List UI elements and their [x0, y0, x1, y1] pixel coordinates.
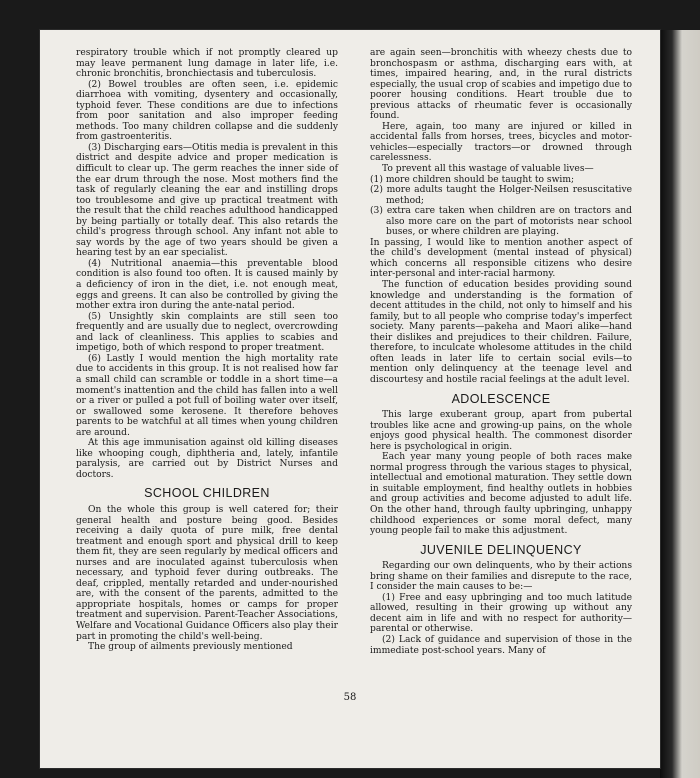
- paragraph: (2) Lack of guidance and supervision of those in the immediate post-school years. Many of: [370, 634, 632, 656]
- list-item: (1) more children should be taught to swim;: [370, 174, 575, 185]
- paragraph: Here, again, too many are injured or killed in accidental falls from horses, trees, bicycles and motor-vehicles—especially tractors—or drowned through carelessness.: [370, 121, 632, 164]
- paragraph: Regarding our own delinquents, who by their actions bring shame on their families and disrepute to the race, I consider the main causes to be:—: [370, 561, 632, 593]
- section-heading-adolescence: ADOLESCENCE: [451, 391, 551, 406]
- paragraph: (5) Unsightly skin complaints are still seen too frequently and are usually due to neglect, overcrowding and lack of cleanliness. This applies to scabies and impetigo, both of which respond to proper treatment.: [76, 311, 338, 354]
- book-page: [40, 30, 660, 768]
- paragraph: (4) Nutritional anaemia—this preventable blood condition is also found too often. It is caused mainly by a deficiency of iron in the diet, i.e. not enough meat, eggs and greens. It can also be controlled by giving the mother extra iron during the ante-natal period.: [76, 258, 338, 312]
- paragraph: The function of education besides providing sound knowledge and understanding is the formation of decent attitudes in the child, not only to himself and his family, but to all people who comprise today's imperfect society. Many parents—pakeha and Maori alike—hand their dislikes and prejudices to their children. Failure, therefore, to inculcate wholesome attitudes in the child often leads in later life to certain social evils—to mention only delinquency at the teenage level and discourtesy and hostile racial feelings at the adult level.: [370, 280, 632, 385]
- paragraph: (1) Free and easy upbringing and too much latitude allowed, resulting in their growing up without any decent aim in life and with no respect for authority—parental or otherwise.: [370, 592, 632, 635]
- left-column: [76, 48, 338, 653]
- right-column: [370, 48, 632, 656]
- paragraph: The group of ailments previously mentioned: [88, 642, 293, 653]
- paragraph: (3) Discharging ears—Otitis media is prevalent in this district and despite advice and proper medication is difficult to clear up. The germ reaches the inner side of the ear drum through the nose. Most mothers find the task of regularly cleaning the ear and instilling drops too troublesome and give up practical treatment with the result that the child reaches adulthood handicapped by being partially or totally deaf. This also retards the child's progress through school. Any infant not able to say words by the age of two years should be given a hearing test by an ear specialist.: [76, 142, 338, 259]
- paragraph: On the whole this group is well catered for; their general health and posture being good. Besides receiving a daily quota of pure milk, free dental treatment and enough sport and physical drill to keep them fit, they are seen regularly by medical officers and nurses and are inoculated against tuberculosis when necessary, and typhoid fever during outbreaks. The deaf, crippled, mentally retarded and under-nourished are, with the consent of the parents, admitted to the appropriate hospitals, homes or camps for proper treatment and supervision. Parent-Teacher Associations, Welfare and Vocational Guidance Officers also play their part in promoting the child's well-being.: [76, 504, 338, 642]
- scan-border: [660, 0, 700, 30]
- list-item: (2) more adults taught the Holger-Neilsen resuscitative method;: [370, 185, 632, 206]
- list-item: (3) extra care taken when children are on tractors and also more care on the part of motorists near school buses, or where children are playing.: [370, 206, 632, 238]
- paragraph: respiratory trouble which if not promptly cleared up may leave permanent lung damage in later life, i.e. chronic bronchitis, bronchiectasis and tuberculosis.: [76, 48, 338, 80]
- paragraph: are again seen—bronchitis with wheezy chests due to bronchospasm or asthma, discharging ears with, at times, impaired hearing, and, in the rural districts especially, the usual crop of scabies and impetigo due to poorer housing conditions. Heart trouble due to previous attacks of rheumatic fever is occasionally found.: [370, 48, 632, 122]
- section-heading-school-children: SCHOOL CHILDREN: [144, 486, 270, 501]
- paragraph: At this age immunisation against old killing diseases like whooping cough, diphtheria and, lately, infantile paralysis, are carried out by District Nurses and doctors.: [76, 438, 338, 480]
- paragraph: (6) Lastly I would mention the high mortality rate due to accidents in this group. It is not realised how far a small child can scramble or toddle in a short time—a moment's inattention and the child has fallen into a well or a river or pulled a pot full of boiling water over itself, or swallowed some kerosene. It therefore behoves parents to be watchful at all times when young children are around.: [76, 353, 338, 438]
- paragraph: To prevent all this wastage of valuable lives—: [382, 164, 594, 175]
- section-heading-juvenile-delinquency: JUVENILE DELINQUENCY: [420, 542, 582, 557]
- paragraph: This large exuberant group, apart from pubertal troubles like acne and growing-up pains, on the whole enjoys good physical health. The commonest disorder here is psychological in origin.: [370, 410, 632, 452]
- page-number: 58: [343, 692, 357, 703]
- book-spine: [660, 0, 700, 778]
- paragraph: Each year many young people of both races make normal progress through the various stages to physical, intellectual and emotional maturation. They settle down in suitable employment, find healthy outlets in hobbies and group activities and become adjusted to adult life. On the other hand, through faulty upbringing, unhappy childhood experiences or some moral defect, many young people fail to make this adjustment.: [370, 452, 632, 537]
- paragraph: (2) Bowel troubles are often seen, i.e. epidemic diarrhoea with vomiting, dysentery and occasionally, typhoid fever. These conditions are due to infections from poor sanitation and also improper feeding methods. Too many children collapse and die suddenly from gastroenteritis.: [76, 79, 338, 143]
- paragraph: In passing, I would like to mention another aspect of the child's development (mental instead of physical) which concerns all responsible citizens who desire inter-personal and inter-racial harmony.: [370, 237, 632, 280]
